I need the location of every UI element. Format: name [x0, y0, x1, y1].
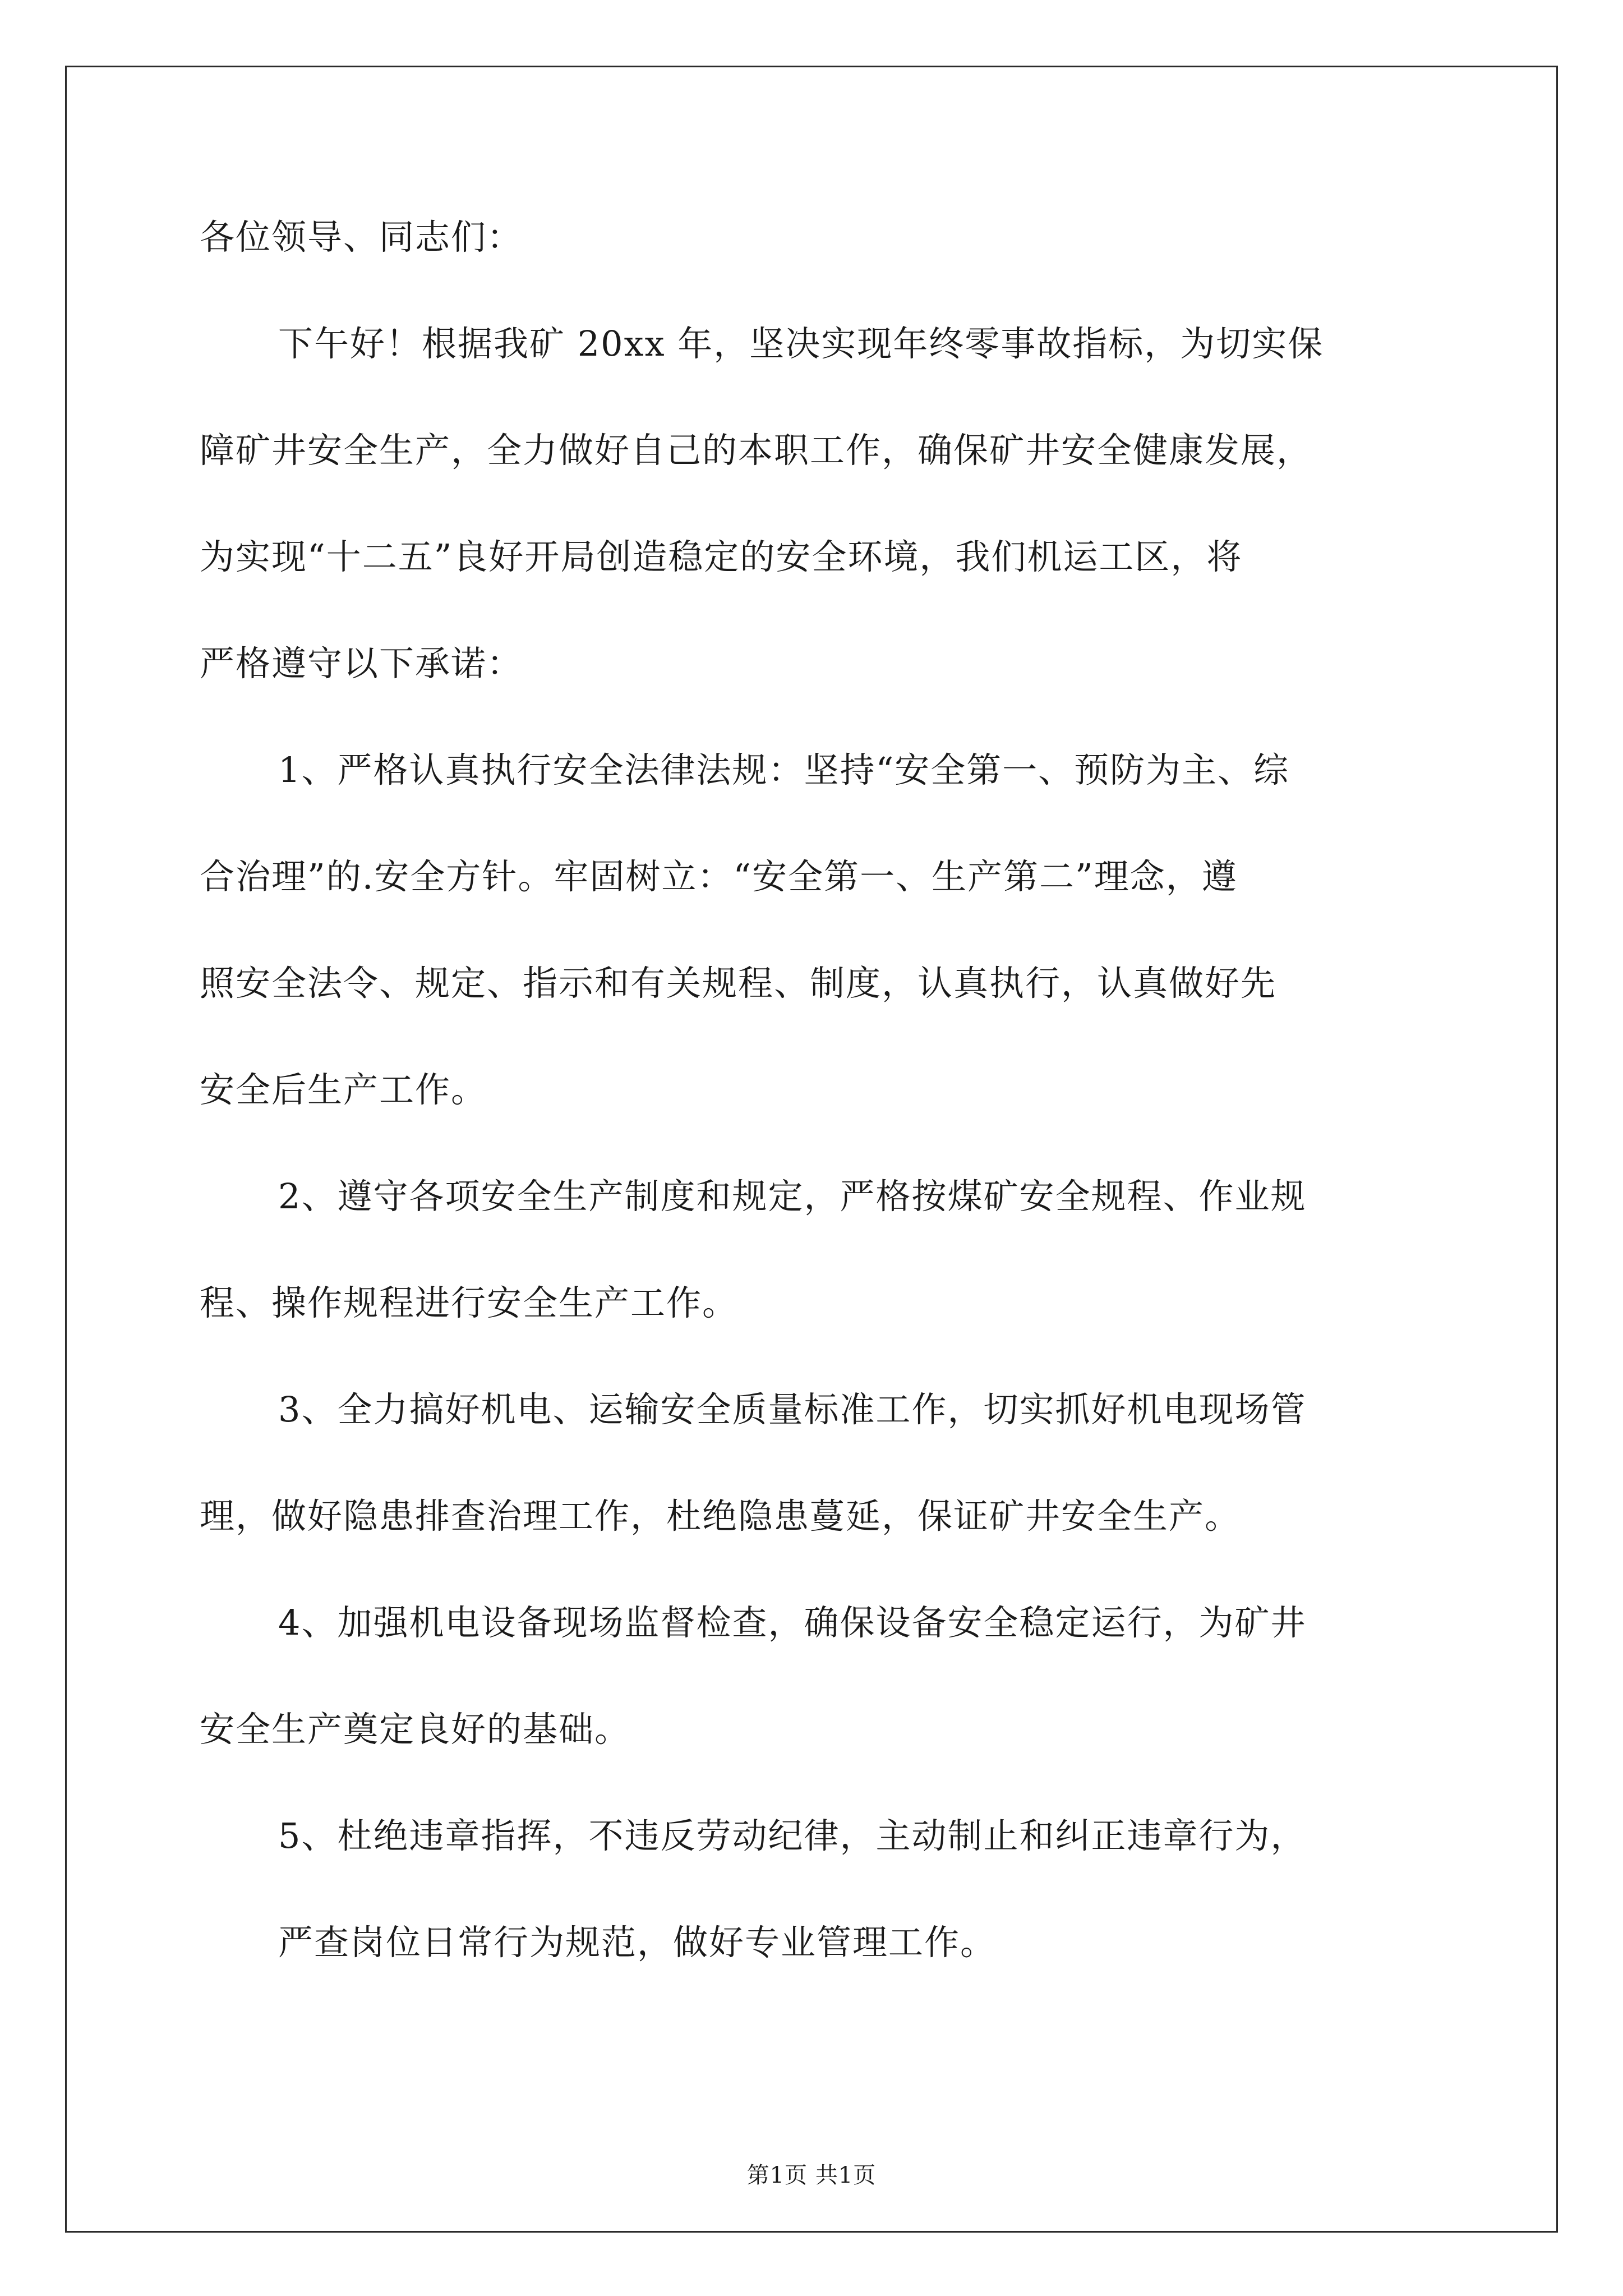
paragraph-1-line-4: 严格遵守以下承诺： [200, 643, 523, 684]
paragraph-3-line-2: 程、操作规程进行安全生产工作。 [200, 1282, 739, 1323]
paragraph-6-line-2: 严查岗位日常行为规范，做好专业管理工作。 [278, 1922, 997, 1963]
paragraph-2-line-2: 合治理”的.安全方针。牢固树立：“安全第一、生产第二”理念，遵 [200, 856, 1238, 897]
paragraph-1-line-1: 下午好！根据我矿 20xx 年，坚决实现年终零事故指标，为切实保 [278, 323, 1324, 364]
paragraph-4-line-2: 理，做好隐患排查治理工作，杜绝隐患蔓延，保证矿井安全生产。 [200, 1496, 1241, 1536]
page-border [65, 66, 1558, 2233]
paragraph-5-line-2: 安全生产奠定良好的基础。 [200, 1709, 631, 1750]
paragraph-5-line-1: 4、加强机电设备现场监督检查，确保设备安全稳定运行，为矿井 [278, 1602, 1307, 1643]
page-number-footer: 第1页 共1页 [746, 2162, 877, 2188]
paragraph-6-line-1: 5、杜绝违章指挥，不违反劳动纪律，主动制止和纠正违章行为， [278, 1815, 1307, 1856]
paragraph-4-line-1: 3、全力搞好机电、运输安全质量标准工作，切实抓好机电现场管 [278, 1389, 1307, 1430]
paragraph-1-line-2: 障矿井安全生产，全力做好自己的本职工作，确保矿井安全健康发展， [200, 430, 1313, 471]
paragraph-2-line-3: 照安全法令、规定、指示和有关规程、制度，认真执行，认真做好先 [200, 963, 1277, 1004]
paragraph-2-line-1: 1、严格认真执行安全法律法规：坚持“安全第一、预防为主、综 [278, 749, 1290, 790]
salutation: 各位领导、同志们： [200, 217, 523, 257]
paragraph-1-line-3: 为实现“十二五”良好开局创造稳定的安全环境，我们机运工区，将 [200, 536, 1243, 577]
paragraph-3-line-1: 2、遵守各项安全生产制度和规定，严格按煤矿安全规程、作业规 [278, 1176, 1307, 1217]
paragraph-2-line-4: 安全后生产工作。 [200, 1069, 487, 1110]
